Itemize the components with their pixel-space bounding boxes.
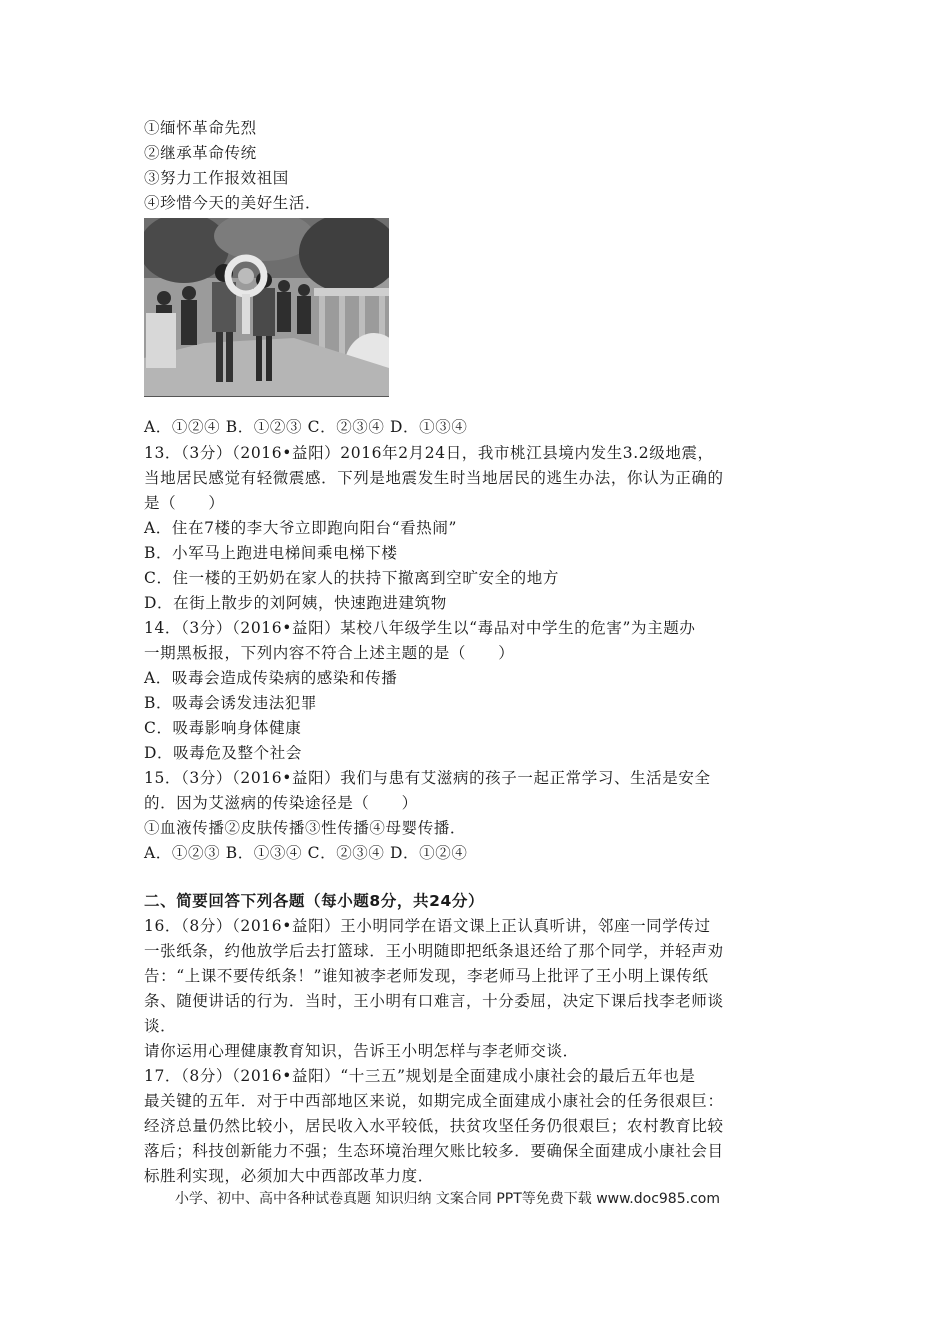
memorial-photo-image	[144, 218, 389, 396]
q17-stem-3: 经济总量仍然比较小，居民收入水平较低，扶贫攻坚任务仍很艰巨；农村教育比较	[144, 1117, 724, 1135]
q14-option-a: A．吸毒会造成传染病的感染和传播	[144, 669, 398, 687]
q12-item-2: ②继承革命传统	[144, 144, 257, 162]
q12-item-4: ④珍惜今天的美好生活．	[144, 194, 322, 212]
memorial-photo	[144, 218, 389, 397]
q15-stem-2: 的．因为艾滋病的传染途径是（ ）	[144, 794, 418, 812]
q16-stem-3: 告：“上课不要传纸条！”谁知被李老师发现，李老师马上批评了王小明上课传纸	[144, 967, 709, 985]
q16-stem-5: 谈．	[144, 1017, 177, 1035]
q13-option-c: C．住一楼的王奶奶在家人的扶持下撤离到空旷安全的地方	[144, 569, 559, 587]
q14-stem-1: 14．（3分）（2016•益阳）某校八年级学生以“毒品对中学生的危害”为主题办	[144, 619, 696, 637]
q16-stem-6: 请你运用心理健康教育知识，告诉王小明怎样与李老师交谈．	[144, 1042, 579, 1060]
q13-stem-2: 当地居民感觉有轻微震感．下列是地震发生时当地居民的逃生办法，你认为正确的	[144, 469, 724, 487]
q15-stem-1: 15．（3分）（2016•益阳）我们与患有艾滋病的孩子一起正常学习、生活是安全	[144, 769, 711, 787]
q13-stem-1: 13．（3分）（2016•益阳）2016年2月24日，我市桃江县境内发生3.2级地震，	[144, 444, 714, 462]
q17-stem-5: 标胜利实现，必须加大中西部改革力度．	[144, 1167, 434, 1185]
q15-options: A．①②③ B．①③④ C．②③④ D．①②④	[144, 844, 468, 862]
section2-heading: 二、简要回答下列各题（每小题8分，共24分）	[144, 892, 485, 910]
q13-stem-3: 是（ ）	[144, 494, 225, 512]
q14-option-d: D．吸毒危及整个社会	[144, 744, 302, 762]
q15-items: ①血液传播②皮肤传播③性传播④母婴传播．	[144, 819, 467, 837]
q14-option-c: C．吸毒影响身体健康	[144, 719, 302, 737]
q16-stem-4: 条、随便讲话的行为．当时，王小明有口难言，十分委屈，决定下课后找李老师谈	[144, 992, 724, 1010]
q17-stem-1: 17．（8分）（2016•益阳）“十三五”规划是全面建成小康社会的最后五年也是	[144, 1067, 696, 1085]
q12-item-3: ③努力工作报效祖国	[144, 169, 289, 187]
q16-stem-2: 一张纸条，约他放学后去打篮球．王小明随即把纸条退还给了那个同学，并轻声劝	[144, 942, 724, 960]
page-footer: 小学、初中、高中各种试卷真题 知识归纳 文案合同 PPT等免费下载 www.doc985.com	[175, 1191, 720, 1207]
q14-stem-2: 一期黑板报，下列内容不符合上述主题的是（ ）	[144, 644, 515, 662]
q14-option-b: B．吸毒会诱发违法犯罪	[144, 694, 317, 712]
q12-item-1: ①缅怀革命先烈	[144, 119, 257, 137]
q13-option-b: B．小军马上跑进电梯间乘电梯下楼	[144, 544, 398, 562]
q17-stem-4: 落后；科技创新能力不强；生态环境治理欠账比较多．要确保全面建成小康社会目	[144, 1142, 724, 1160]
q13-option-a: A．住在7楼的李大爷立即跑向阳台“看热闹”	[144, 519, 458, 537]
q16-stem-1: 16．（8分）（2016•益阳）王小明同学在语文课上正认真听讲，邻座一同学传过	[144, 917, 711, 935]
q13-option-d: D．在街上散步的刘阿姨，快速跑进建筑物	[144, 594, 447, 612]
q12-options: A．①②④ B．①②③ C．②③④ D．①③④	[144, 418, 468, 436]
q17-stem-2: 最关键的五年．对于中西部地区来说，如期完成全面建成小康社会的任务很艰巨：	[144, 1092, 724, 1110]
